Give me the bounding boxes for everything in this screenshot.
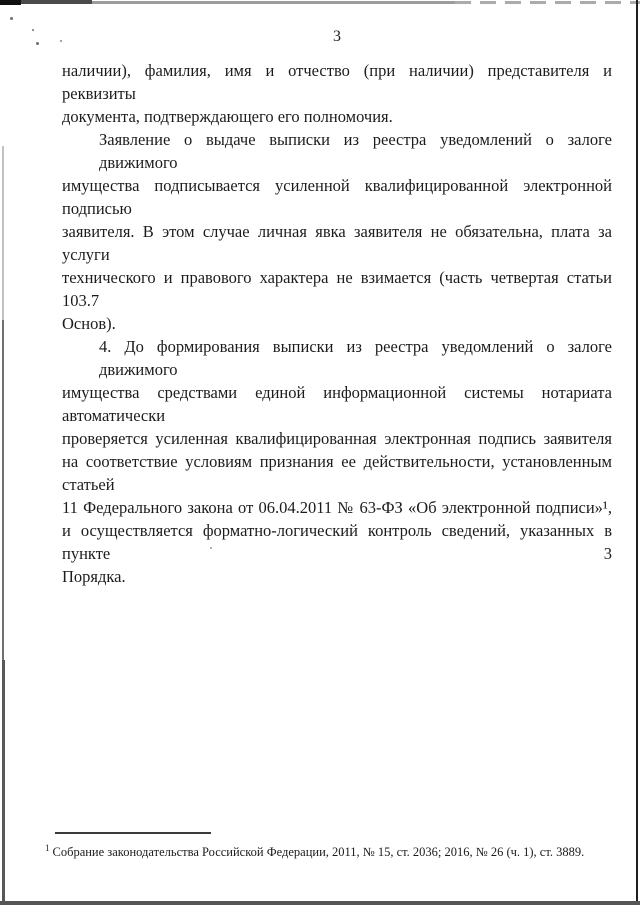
paragraph-line: документа, подтверждающего его полномочия. <box>62 107 393 126</box>
scan-artifact-left-edge-line-light <box>2 146 4 320</box>
scan-artifact-left-edge-line-dark <box>2 660 5 905</box>
scan-artifact-left-edge-line-mid <box>2 320 4 660</box>
paragraph <box>62 335 612 588</box>
scan-artifact-bottom-bar <box>0 901 640 905</box>
paragraph-line: Заявление о выдаче выписки из реестра уведомлений о залоге движимого <box>99 130 612 172</box>
footnote-separator-rule <box>55 832 211 834</box>
scan-artifact-right-edge-line <box>636 0 638 905</box>
paragraph-line: 11 Федерального закона от 06.04.2011 № 63-ФЗ «Об электронной подписи»¹, <box>62 498 612 517</box>
scan-speck <box>10 17 13 20</box>
paragraph-line: и осуществляется форматно-логический контроль сведений, указанных в пункте 3 <box>62 521 612 563</box>
document-body <box>62 59 612 588</box>
scan-speck <box>36 42 39 45</box>
paragraph-line: 4. До формирования выписки из реестра уведомлений о залоге движимого <box>99 337 612 379</box>
footnote-marker: 1 <box>45 843 50 853</box>
paragraph-line: технического и правового характера не взимается (часть четвертая статьи 103.7 <box>62 268 612 310</box>
scan-artifact-top-bar-dashes <box>455 1 640 4</box>
paragraph <box>62 128 612 335</box>
scan-artifact-top-bar-dark <box>21 0 92 4</box>
paragraph-line: на соответствие условиям признания ее действительности, установленным статьей <box>62 452 612 494</box>
paragraph-line: проверяется усиленная квалифицированная электронная подпись заявителя <box>62 429 612 448</box>
page-number: 3 <box>333 28 341 45</box>
paragraph-line: имущества подписывается усиленной квалифицированной электронной подписью <box>62 176 612 218</box>
scan-artifact-top-bar-gray <box>92 1 455 4</box>
paragraph-line: наличии), фамилия, имя и отчество (при наличии) представителя и реквизиты <box>62 61 612 103</box>
scan-speck <box>32 29 34 31</box>
paragraph-line: Основ). <box>62 314 116 333</box>
footnote <box>45 840 585 860</box>
paragraph-line: Порядка. <box>62 567 126 586</box>
scan-artifact-top-bar-black <box>0 0 21 5</box>
paragraph-line: заявителя. В этом случае личная явка заявителя не обязательна, плата за услуги <box>62 222 612 264</box>
footnote-text: Собрание законодательства Российской Федерации, 2011, № 15, ст. 2036; 2016, № 26 (ч. 1), ст. 3889. <box>52 845 585 860</box>
paragraph <box>62 59 612 128</box>
paragraph-line: имущества средствами единой информационной системы нотариата автоматически <box>62 383 612 425</box>
